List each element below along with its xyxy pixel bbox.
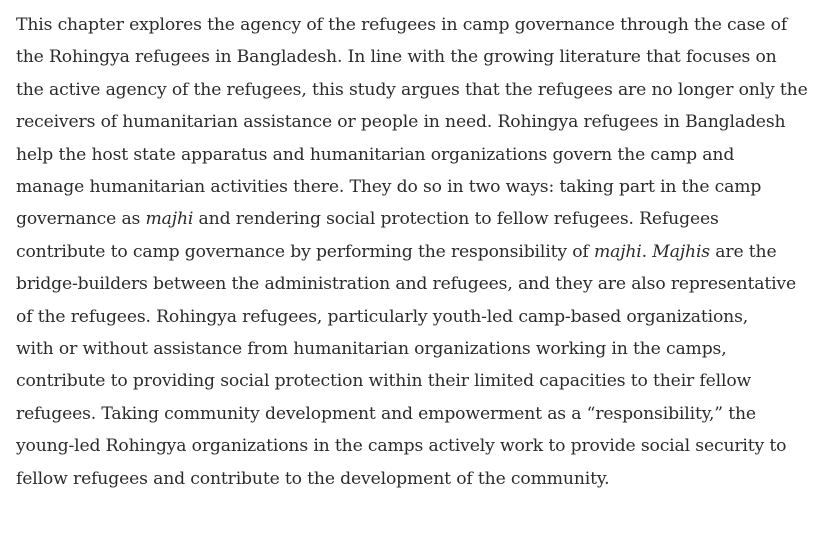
text-run: the active agency of the refugees, this study argues that the refugees are no longer only the — [16, 79, 808, 100]
text-run: receivers of humanitarian assistance or people in need. Rohingya refugees in Bangladesh — [16, 112, 786, 133]
text-run: bridge-builders between the administration and refugees, and they are also representative — [16, 274, 797, 295]
abstract-line — [16, 9, 816, 41]
abstract-line — [16, 268, 816, 300]
text-run: contribute to camp governance by performing the responsibility of — [16, 241, 594, 262]
text-run: are the — [709, 241, 777, 262]
text-run: governance as — [16, 209, 146, 230]
text-run: young-led Rohingya organizations in the camps actively work to provide social security to — [16, 436, 787, 457]
abstract-line — [16, 171, 816, 203]
abstract-line — [16, 333, 816, 365]
text-run: help the host state apparatus and humanitarian organizations govern the camp and — [16, 144, 735, 165]
text-run: and rendering social protection to fellow refugees. Refugees — [193, 209, 719, 230]
abstract-line — [16, 398, 816, 430]
majhi-term: majhi — [145, 209, 194, 230]
abstract-line — [16, 41, 816, 73]
text-run: with or without assistance from humanitarian organizations working in the camps, — [16, 339, 727, 360]
text-run: the Rohingya refugees in Bangladesh. In line with the growing literature that focuses on — [16, 47, 777, 68]
abstract-line — [16, 139, 816, 171]
abstract-line — [16, 463, 816, 495]
abstract-line — [16, 430, 816, 462]
text-run: of the refugees. Rohingya refugees, particularly youth-led camp-based organizations, — [16, 306, 749, 327]
abstract-line — [16, 106, 816, 138]
majhi-term: majhi — [593, 241, 642, 262]
text-run: manage humanitarian activities there. They do so in two ways: taking part in the camp — [16, 177, 762, 198]
text-run: fellow refugees and contribute to the development of the community. — [16, 468, 610, 489]
abstract-line — [16, 301, 816, 333]
text-run: . — [641, 241, 653, 262]
abstract-line — [16, 236, 816, 268]
text-run: refugees. Taking community development and empowerment as a “responsibility,” the — [16, 403, 756, 424]
abstract-line — [16, 365, 816, 397]
majhis-term: Majhis — [652, 241, 710, 262]
text-run: This chapter explores the agency of the refugees in camp governance through the case of — [16, 15, 788, 35]
abstract-line — [16, 74, 816, 106]
chapter-abstract — [16, 9, 816, 495]
abstract-line — [16, 203, 816, 235]
text-run: contribute to providing social protection within their limited capacities to their fellow — [16, 371, 752, 392]
